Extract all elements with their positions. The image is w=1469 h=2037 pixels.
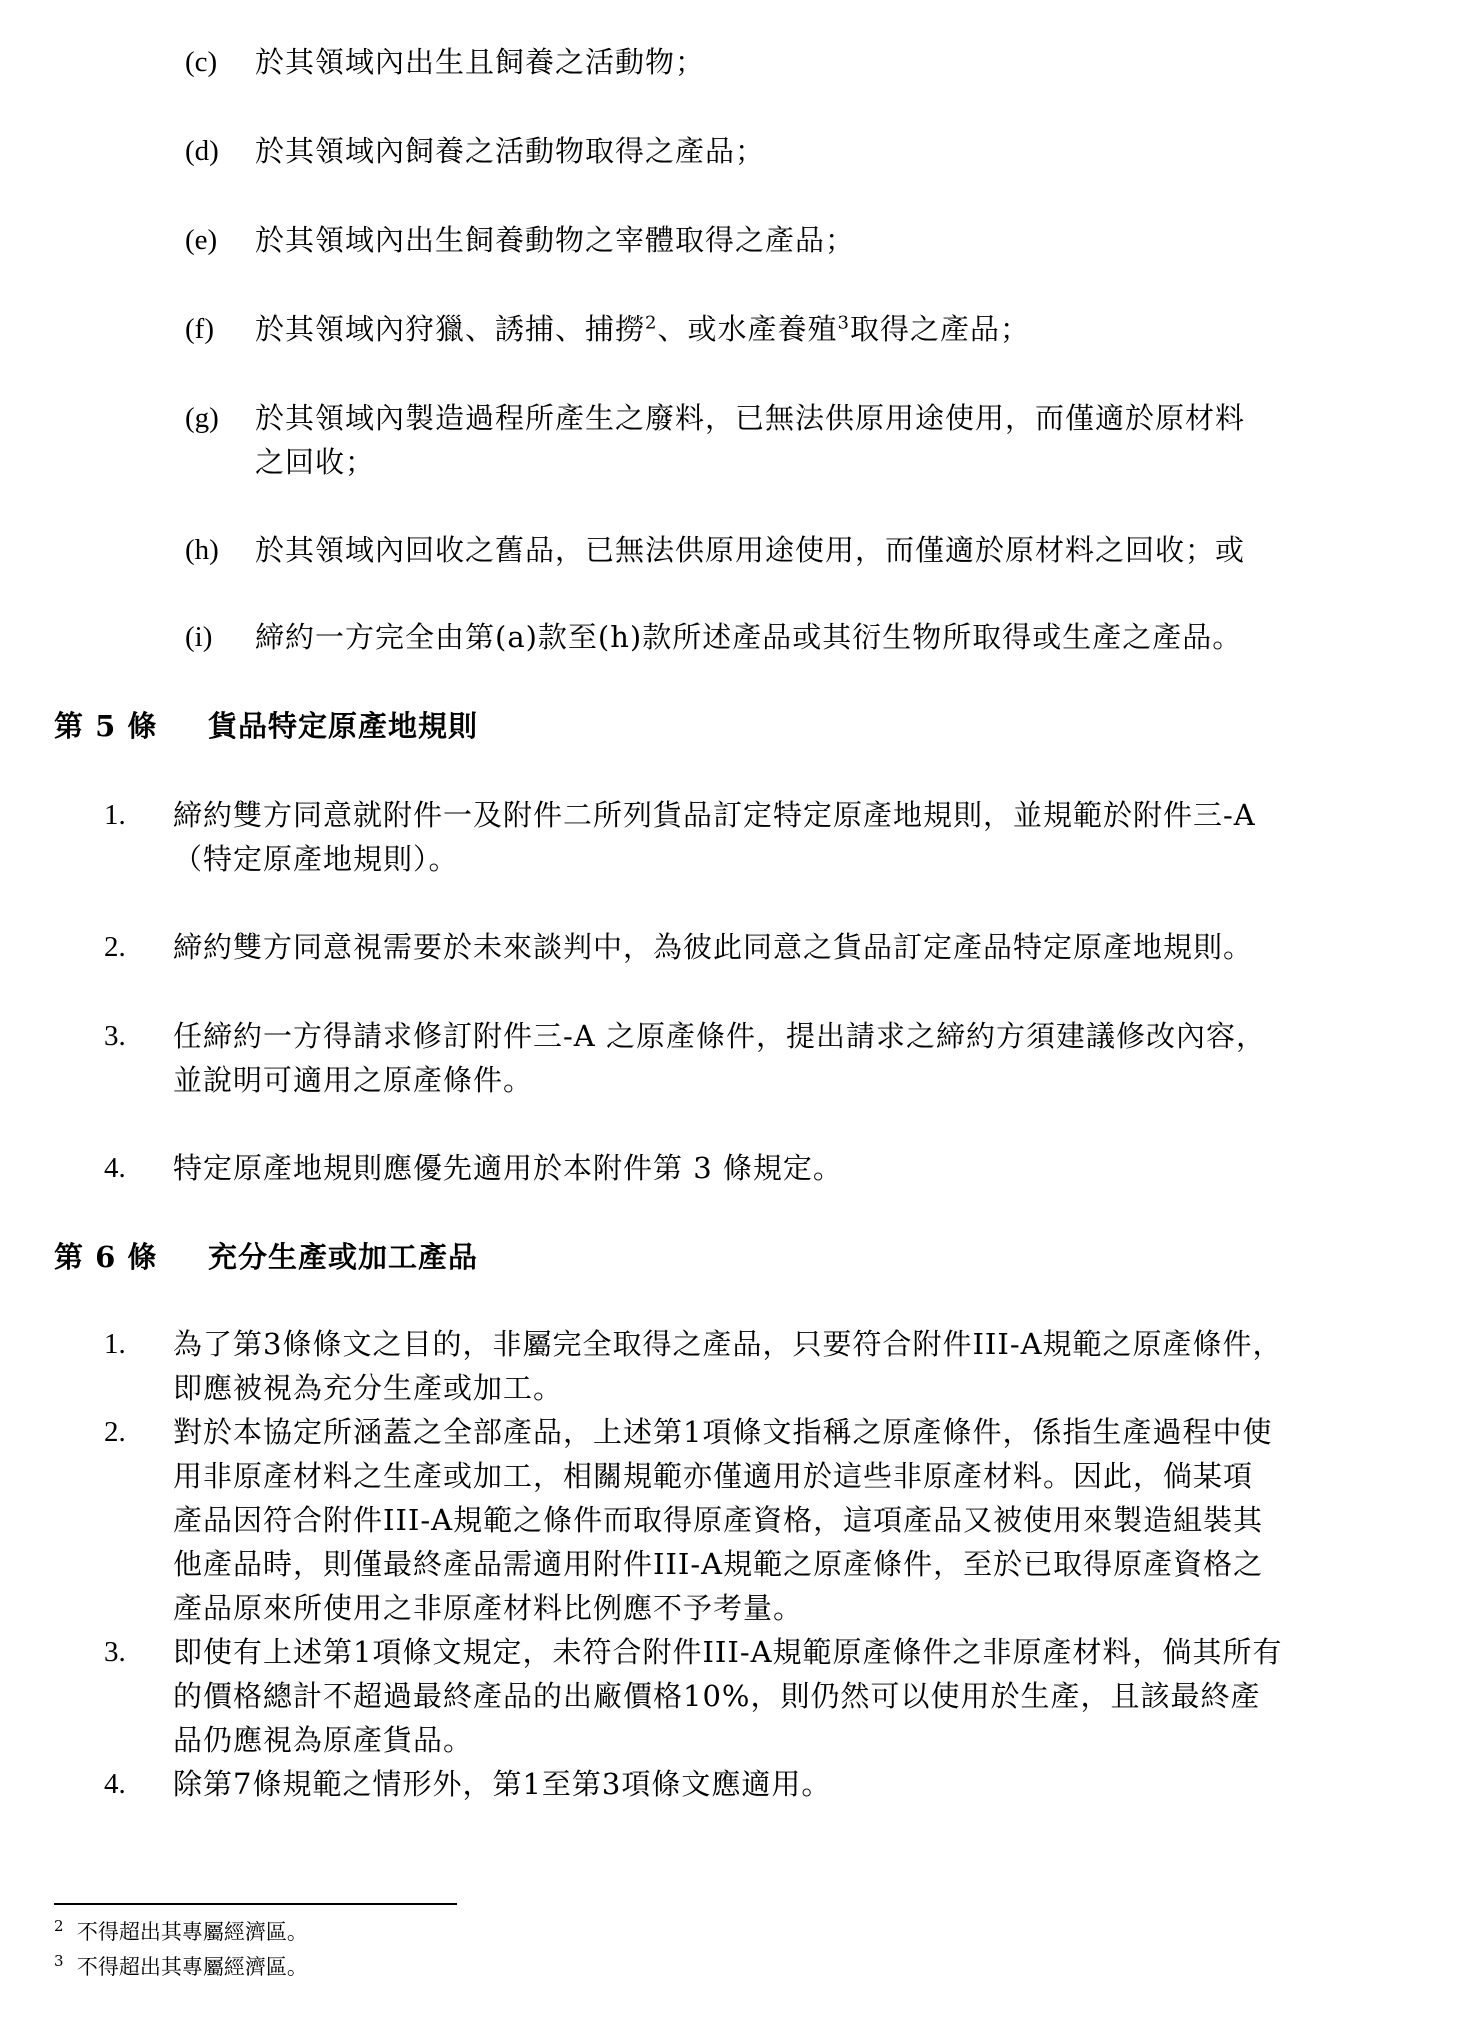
footnote [54, 1953, 308, 1981]
item-label: (g) [185, 402, 219, 434]
footnote-ref: 3 [837, 312, 850, 334]
item-text-continued: 之回收； [255, 445, 376, 479]
paragraph-text-continued: 他產品時，則僅最終產品需適用附件III-A規範之原產條件，至於已取得原產資格之 [173, 1547, 1264, 1581]
item-label: (d) [185, 135, 219, 167]
footnote-ref: 2 [645, 312, 658, 334]
article-number: 第 6 條 [54, 1240, 158, 1274]
paragraph-text-continued: 產品原來所使用之非原產材料比例應不予考量。 [173, 1591, 804, 1625]
item-text: 於其領域內回收之舊品，已無法供原用途使用，而僅適於原材料之回收；或 [255, 533, 1246, 567]
footnote-text: 不得超出其專屬經濟區。 [76, 1920, 308, 1944]
footnote-number: 3 [54, 1952, 64, 1970]
footnote-number: 2 [54, 1917, 64, 1935]
paragraph-text: 為了第3條條文之目的，非屬完全取得之產品，只要符合附件III-A規範之原產條件， [173, 1327, 1283, 1361]
footnote-separator [54, 1903, 457, 1905]
item-text: 於其領域內出生飼養動物之宰體取得之產品； [255, 223, 856, 257]
paragraph-number: 2. [104, 1416, 126, 1448]
item-label: (e) [185, 224, 218, 256]
article-number: 第 5 條 [54, 709, 158, 743]
paragraph-text: 特定原產地規則應優先適用於本附件第 3 條規定。 [173, 1151, 843, 1185]
paragraph-text-continued: 的價格總計不超過最終產品的出廠價格10%，則仍然可以使用於生產，且該最終產 [173, 1679, 1261, 1713]
footnote-text: 不得超出其專屬經濟區。 [76, 1955, 308, 1979]
paragraph-number: 3. [104, 1020, 126, 1052]
item-text: 締約一方完全由第(a)款至(h)款所述產品或其衍生物所取得或生產之產品。 [255, 620, 1243, 654]
item-label: (h) [185, 534, 219, 566]
paragraph-text-continued: 產品因符合附件III-A規範之條件而取得原產資格，這項產品又被使用來製造組裝其 [173, 1503, 1264, 1537]
paragraph-text-continued: （特定原產地規則）。 [173, 842, 459, 876]
paragraph-number: 1. [104, 1328, 126, 1360]
footnote [54, 1918, 308, 1946]
paragraph-number: 1. [104, 799, 126, 831]
paragraph-text-continued: 即應被視為充分生產或加工。 [173, 1371, 564, 1405]
item-text: 於其領域內狩獵、誘捕、捕撈$^2$、或水產養殖$^3$取得之產品； [255, 312, 1030, 346]
paragraph-number: 3. [104, 1636, 126, 1668]
item-label: (i) [185, 621, 213, 653]
paragraph-text-continued: 品仍應視為原產貨品。 [173, 1723, 474, 1757]
paragraph-text-continued: 用非原產材料之生產或加工，相關規範亦僅適用於這些非原產材料。因此，倘某項 [173, 1459, 1254, 1493]
paragraph-text: 除第7條規範之情形外，第1至第3項條文應適用。 [173, 1767, 832, 1801]
item-text: 於其領域內製造過程所產生之廢料，已無法供原用途使用，而僅適於原材料 [255, 401, 1246, 435]
paragraph-text: 即使有上述第1項條文規定，未符合附件III-A規範原產條件之非原產材料，倘其所有 [173, 1635, 1283, 1669]
article-title: 貨品特定原產地規則 [208, 709, 479, 743]
paragraph-text-continued: 並說明可適用之原產條件。 [173, 1063, 534, 1097]
item-text: 於其領域內出生且飼養之活動物； [255, 45, 706, 79]
paragraph-text: 任締約一方得請求修訂附件三-A 之原產條件，提出請求之締約方須建議修改內容， [173, 1019, 1266, 1053]
item-text: 於其領域內飼養之活動物取得之產品； [255, 134, 766, 168]
article-title: 充分生產或加工產品 [208, 1240, 479, 1274]
paragraph-text: 締約雙方同意視需要於未來談判中，為彼此同意之貨品訂定產品特定原產地規則。 [173, 930, 1254, 964]
paragraph-number: 4. [104, 1152, 126, 1184]
paragraph-number: 4. [104, 1768, 126, 1800]
paragraph-text: 對於本協定所涵蓋之全部產品，上述第1項條文指稱之原產條件，係指生產過程中使 [173, 1415, 1273, 1449]
item-label: (f) [185, 313, 214, 345]
paragraph-number: 2. [104, 931, 126, 963]
item-label: (c) [185, 46, 218, 78]
paragraph-text: 締約雙方同意就附件一及附件二所列貨品訂定特定原產地規則，並規範於附件三-A [173, 798, 1256, 832]
